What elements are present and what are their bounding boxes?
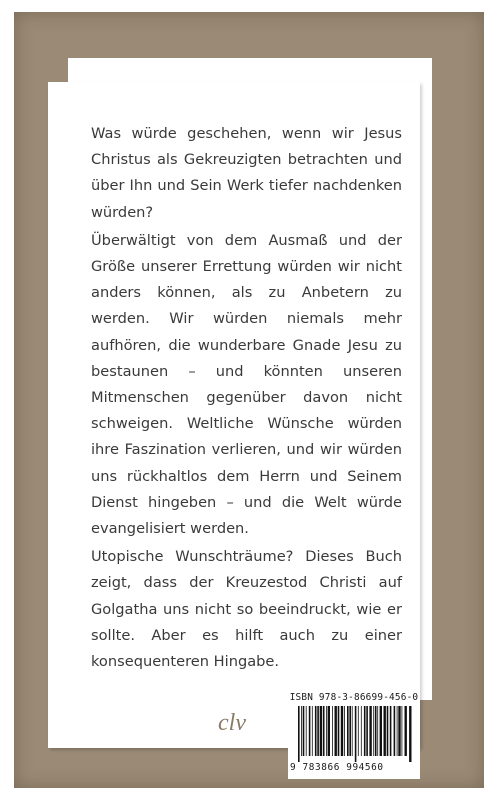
barcode-bar	[317, 706, 319, 756]
barcode-bar	[394, 706, 396, 756]
barcode-bar	[298, 706, 300, 762]
barcode-bar	[303, 706, 305, 756]
barcode-bar	[328, 706, 330, 756]
barcode-bar	[338, 706, 340, 756]
barcode-bar	[375, 706, 377, 756]
barcode-bar	[369, 706, 371, 756]
barcode-bar	[373, 706, 374, 756]
barcode-bar	[349, 706, 351, 756]
blurb-text	[91, 121, 402, 677]
barcode-bar	[335, 706, 337, 756]
barcode-bar	[390, 706, 392, 756]
barcode-number: 9 783866 994560	[290, 762, 384, 773]
barcode-bar	[306, 706, 307, 756]
barcode-bar	[361, 706, 362, 756]
barcode-bar	[344, 706, 345, 756]
publisher-logo-text: clv	[218, 710, 246, 736]
blurb-paragraph-3: Utopische Wunschträume? Dieses Buch zeigt, dass der Kreuzestod Christi auf Golgatha uns nicht so beeindruckt, wie er sollte. Aber es hilft auch zu einer konsequenteren Hingabe.	[91, 548, 402, 671]
barcode-bar	[309, 706, 311, 756]
barcode-bar	[405, 706, 407, 756]
barcode-bar	[398, 706, 400, 756]
barcode-bar	[301, 706, 302, 756]
barcode-bar	[312, 706, 313, 756]
barcode-bar	[320, 706, 322, 756]
barcode-bar	[380, 706, 382, 756]
barcode-bar	[387, 706, 389, 756]
barcode-bar	[315, 706, 317, 756]
barcode-bar	[352, 706, 353, 756]
barcode-bar	[402, 706, 403, 756]
barcode-bar	[323, 706, 325, 756]
publisher-logo-icon	[214, 704, 250, 740]
barcode-bar	[347, 706, 349, 756]
barcode-panel	[288, 689, 420, 779]
barcode-bar	[377, 706, 378, 756]
barcode-bar	[332, 706, 333, 756]
barcode-bar	[409, 706, 411, 762]
barcode-bar	[341, 706, 343, 756]
barcode-bar	[358, 706, 359, 756]
barcode-bar	[366, 706, 368, 756]
blurb-paragraph-2: Überwältigt von dem Ausmaß und der Größe unserer Errettung würden wir nicht anders können, als zu Anbetern zu werden. Wir würden niemals mehr aufhören, die wunderbare Gnade Jesu zu bestaunen – und könnten unseren Mitmenschen gegenüber davon nicht schweigen. Weltliche Wünsche würden ihre Faszination verlieren, und wir würden uns rückhaltlos dem Herrn und Seinem Dienst hingeben – und die Welt würde evangelisiert werden.	[91, 231, 402, 538]
barcode-bar	[364, 706, 366, 756]
barcode-bars	[298, 706, 412, 762]
blurb-paragraph-1: Was würde geschehen, wenn wir Jesus Christus als Gekreuzigten betrachten und über Ihn und Sein Werk tiefer nachdenken würden?	[91, 125, 402, 221]
barcode-bar	[326, 706, 327, 756]
isbn-label: ISBN 978-3-86699-456-0	[289, 692, 419, 703]
barcode-bar	[384, 706, 386, 756]
barcode-bar	[397, 706, 398, 756]
barcode-bar	[355, 706, 357, 762]
